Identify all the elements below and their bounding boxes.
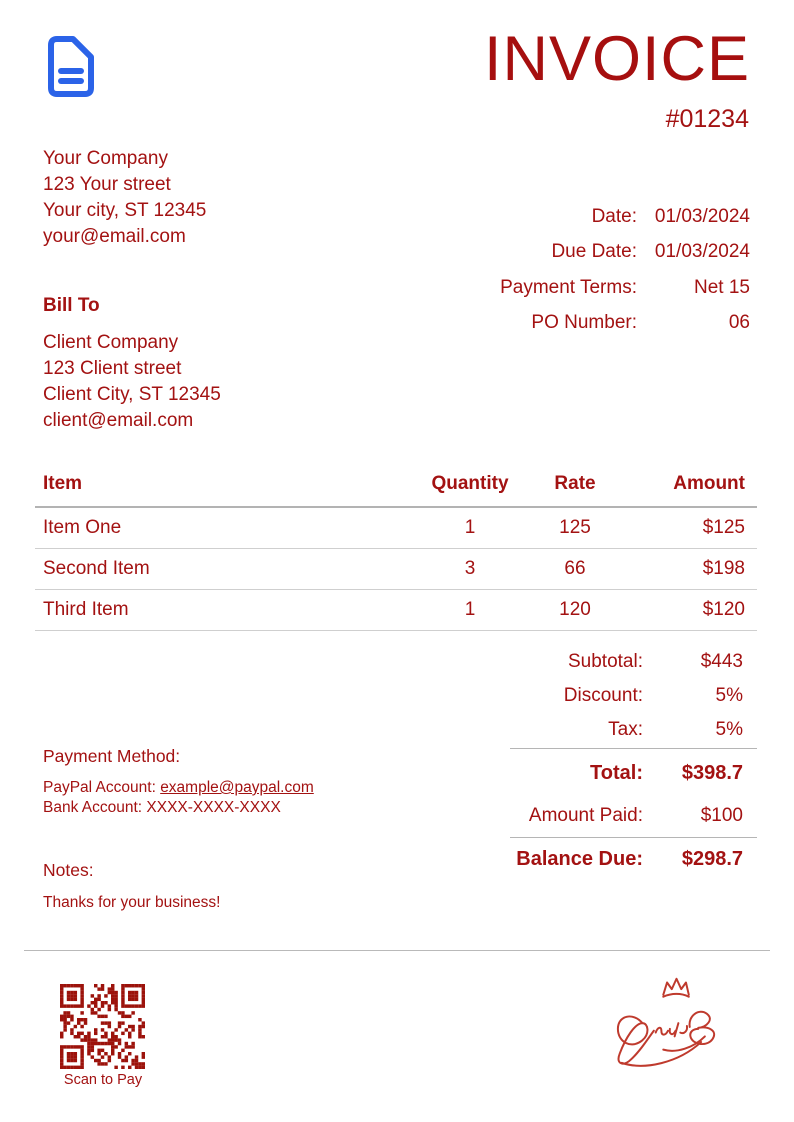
discount-label: Discount: — [563, 685, 643, 706]
bill-to-heading: Bill To — [43, 295, 100, 316]
paypal-account-link[interactable]: example@paypal.com — [160, 779, 314, 796]
company-street: 123 Your street — [43, 174, 171, 195]
paypal-label: PayPal Account: — [43, 779, 156, 796]
company-email: your@email.com — [43, 226, 186, 247]
table-header-row — [35, 464, 757, 507]
document-icon — [46, 36, 96, 98]
payment-terms-label: Payment Terms: — [500, 276, 637, 298]
total-value: $398.7 — [681, 761, 743, 784]
tax-row — [510, 713, 757, 747]
client-city: Client City, ST 12345 — [43, 384, 221, 405]
discount-value: 5% — [715, 685, 743, 706]
cell-rate: 120 — [520, 590, 630, 631]
cell-rate: 66 — [520, 549, 630, 590]
col-header-item: Item — [35, 464, 420, 507]
client-email: client@email.com — [43, 410, 194, 431]
company-address-block — [43, 146, 206, 250]
cell-quantity: 1 — [420, 507, 520, 549]
table-row — [35, 590, 757, 631]
notes-text: Thanks for your business! — [43, 894, 221, 911]
amount-paid-label: Amount Paid: — [528, 805, 643, 826]
table-row — [35, 507, 757, 549]
due-date-value: 01/03/2024 — [654, 241, 750, 263]
payment-method-heading: Payment Method: — [43, 746, 181, 766]
signature-icon — [604, 974, 732, 1078]
cell-quantity: 3 — [420, 549, 520, 590]
total-label: Total: — [590, 761, 643, 784]
payment-method-block — [43, 746, 314, 818]
footer-divider — [24, 950, 770, 951]
cell-amount: $198 — [630, 549, 757, 590]
meta-row-due-date — [445, 235, 750, 271]
due-date-label: Due Date: — [551, 241, 637, 263]
balance-due-label: Balance Due: — [516, 847, 643, 870]
qr-code — [60, 984, 145, 1069]
client-name: Client Company — [43, 332, 179, 353]
cell-amount: $125 — [630, 507, 757, 549]
po-number-value: 06 — [728, 312, 750, 334]
bank-account-value: XXXX-XXXX-XXXX — [146, 799, 281, 816]
client-street: 123 Client street — [43, 358, 182, 379]
items-table — [35, 464, 757, 631]
meta-row-po-number — [445, 306, 750, 342]
subtotal-value: $443 — [700, 651, 743, 672]
cell-item-name: Second Item — [35, 549, 420, 590]
meta-row-payment-terms — [445, 270, 750, 306]
totals-block — [510, 645, 757, 879]
company-name: Your Company — [43, 148, 168, 169]
notes-block — [43, 860, 220, 912]
cell-amount: $120 — [630, 590, 757, 631]
client-address-block — [43, 330, 221, 434]
payment-terms-value: Net 15 — [694, 276, 750, 298]
cell-quantity: 1 — [420, 590, 520, 631]
date-label: Date: — [591, 205, 637, 227]
subtotal-row — [510, 645, 757, 679]
col-header-rate: Rate — [520, 464, 630, 507]
paypal-line — [43, 778, 314, 798]
col-header-amount: Amount — [630, 464, 757, 507]
date-value: 01/03/2024 — [654, 205, 750, 227]
cell-item-name: Third Item — [35, 590, 420, 631]
amount-paid-value: $100 — [700, 805, 743, 826]
amount-paid-row — [510, 796, 757, 836]
scan-to-pay-label: Scan to Pay — [63, 1072, 143, 1088]
po-number-label: PO Number: — [531, 312, 637, 334]
balance-due-value: $298.7 — [681, 847, 743, 870]
notes-heading: Notes: — [43, 860, 94, 880]
bank-line — [43, 798, 314, 818]
balance-due-row — [510, 839, 757, 879]
total-row — [510, 750, 757, 796]
col-header-quantity: Quantity — [420, 464, 520, 507]
meta-row-date — [445, 199, 750, 235]
cell-rate: 125 — [520, 507, 630, 549]
page-title: INVOICE — [483, 24, 750, 94]
discount-row — [510, 679, 757, 713]
company-city: Your city, ST 12345 — [43, 200, 207, 221]
totals-divider — [510, 748, 757, 749]
table-row — [35, 549, 757, 590]
totals-divider — [510, 837, 757, 838]
bank-label: Bank Account: — [43, 799, 143, 816]
tax-value: 5% — [715, 719, 743, 740]
subtotal-label: Subtotal: — [568, 651, 643, 672]
invoice-number: #01234 — [665, 105, 749, 133]
cell-item-name: Item One — [35, 507, 420, 549]
tax-label: Tax: — [608, 719, 643, 740]
invoice-meta — [445, 199, 750, 341]
